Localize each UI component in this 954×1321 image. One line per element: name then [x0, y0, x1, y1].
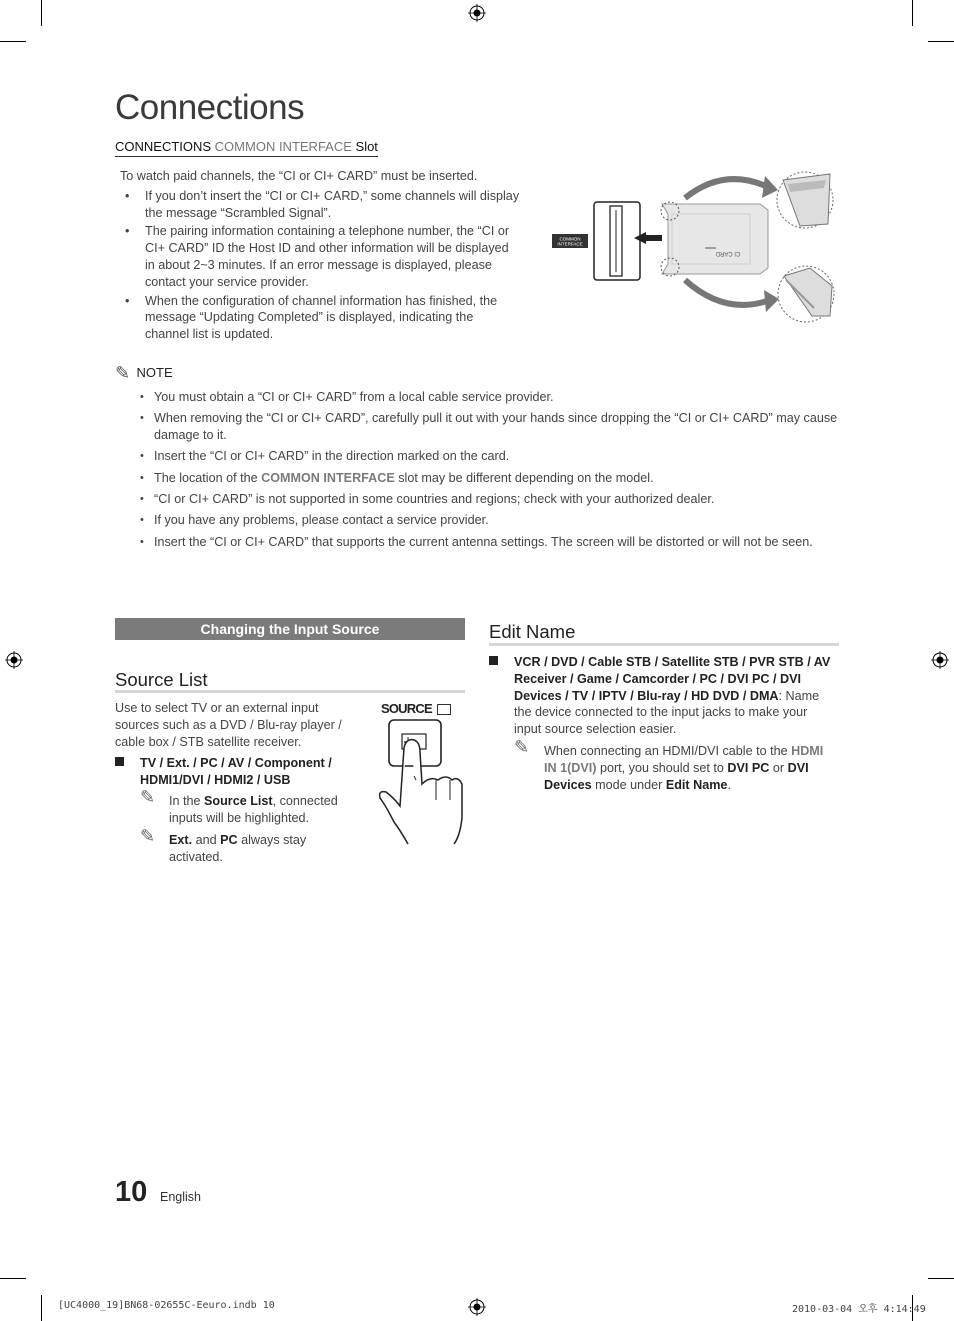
note-text: port, you should set to — [596, 760, 728, 775]
note-item-text: The location of the — [154, 470, 262, 485]
note-item-highlight: COMMON INTERFACE — [261, 470, 395, 485]
edit-name-item — [489, 654, 834, 738]
crop-mark — [0, 1278, 26, 1279]
crop-mark — [41, 0, 42, 26]
subhead-text: CONNECTIONS — [115, 139, 215, 154]
arrow-up-icon — [762, 176, 778, 198]
ci-card-illustration — [550, 168, 840, 326]
note-bold: Source List — [204, 794, 273, 808]
edit-name-heading: Edit Name — [489, 621, 576, 642]
subhead-text-end: Slot — [351, 139, 378, 154]
note-bold: PC — [220, 833, 238, 847]
pencil-note-icon: ✎ — [115, 363, 131, 383]
crop-mark — [928, 41, 954, 42]
note-text: or — [769, 760, 788, 775]
ci-intro-block — [120, 168, 520, 345]
note-item: • “CI or CI+ CARD” is not supported in some countries and regions; check with your authorized dealer. — [115, 491, 840, 508]
ci-bullet: • When the configuration of channel information has finished, the message “Updating Completed” is displayed, indicating the channel list is updated. — [115, 293, 520, 343]
print-footer-left: [UC4000_19]BN68-02655C-Eeuro.indb 10 — [58, 1300, 275, 1311]
note-item — [115, 470, 840, 487]
arrow-down-icon — [764, 290, 779, 312]
edit-name-note — [514, 737, 839, 793]
square-bullet-icon — [115, 757, 124, 766]
note-item: • When removing the “CI or CI+ CARD”, carefully pull it out with your hands since dropping the “CI or CI+ CARD” may cause damage to it. — [115, 410, 840, 444]
page-number: 10 — [115, 1176, 148, 1208]
pencil-note-icon: ✎ — [140, 787, 156, 807]
device-list-description: : Name the device connected to the input jacks to make your input source selection easier. — [514, 688, 820, 737]
common-interface-label: INTERFACE — [557, 241, 583, 247]
pencil-note-icon: ✎ — [140, 826, 156, 846]
note-list-block — [115, 389, 840, 555]
section-subheading — [115, 139, 378, 157]
note-text: always stay activated. — [169, 833, 307, 864]
note-item: • Insert the “CI or CI+ CARD” in the direction marked on the card. — [115, 448, 840, 465]
crop-mark — [41, 1295, 42, 1321]
pencil-note-icon: ✎ — [514, 737, 530, 757]
note-item: • You must obtain a “CI or CI+ CARD” from a local cable service provider. — [115, 389, 840, 406]
ci-card-label: CI CARD — [715, 250, 741, 256]
source-list-item — [115, 755, 355, 789]
square-bullet-icon — [489, 656, 498, 665]
crop-mark — [0, 41, 26, 42]
registration-mark-icon — [468, 4, 486, 22]
note-text: mode under — [591, 777, 666, 792]
heading-rule — [489, 643, 839, 646]
ci-bullet: • If you don’t insert the “CI or CI+ CARD,” some channels will display the message “Scrambled Signal”. — [115, 188, 520, 222]
note-text: When connecting an HDMI/DVI cable to the — [544, 744, 792, 758]
remote-hand-illustration — [378, 718, 468, 846]
subhead-highlight: COMMON INTERFACE — [214, 139, 352, 154]
device-list: VCR / DVD / Cable STB / Satellite STB / PVR STB / AV Receiver / Game / Camcorder / PC / DVI PC / DVI Devices / TV / IPTV / Blu-ray / HD DVD / DMA — [514, 655, 831, 703]
print-footer-right: 2010-03-04 오후 4:14:49 — [792, 1304, 926, 1315]
registration-mark-icon — [931, 651, 949, 669]
ci-intro: To watch paid channels, the “CI or CI+ CARD” must be inserted. — [120, 169, 478, 183]
note-bold: DVI Devices — [544, 760, 809, 792]
source-note-2 — [140, 826, 360, 866]
page-title: Connections — [115, 88, 305, 127]
section-bar-title: Changing the Input Source — [115, 618, 465, 640]
note-text: and — [192, 833, 221, 847]
source-note-1 — [140, 787, 360, 827]
note-item: • Insert the “CI or CI+ CARD” that supports the current antenna settings. The screen will be distorted or will not be seen. — [115, 534, 840, 551]
note-bold: DVI PC — [727, 760, 770, 775]
heading-rule — [115, 690, 465, 693]
ci-bullet: • The pairing information containing a telephone number, the “CI or CI+ CARD” ID the Host ID and other information will be displayed in about 2~3 minutes. If an error message is displayed, please contact your service provider. — [115, 223, 520, 290]
common-interface-label: COMMON — [559, 236, 581, 242]
registration-mark-icon — [468, 1298, 486, 1316]
note-text: . — [727, 777, 731, 792]
note-highlight: HDMI IN 1(DVI) — [544, 744, 824, 775]
source-button-label — [381, 701, 451, 716]
crop-mark — [912, 0, 913, 26]
source-label-text: SOURCE — [381, 701, 432, 716]
note-label: NOTE — [136, 365, 173, 380]
source-list-intro: Use to select TV or an external input sources such as a DVD / Blu-ray player / cable box / STB satellite receiver. — [115, 701, 342, 749]
page-language: English — [160, 1190, 201, 1204]
note-item: • If you have any problems, please contact a service provider. — [115, 512, 840, 529]
note-item-text-end: slot may be different depending on the model. — [394, 470, 654, 485]
note-heading — [115, 363, 171, 384]
registration-mark-icon — [5, 651, 23, 669]
note-bold: Ext. — [169, 833, 193, 847]
source-list-values: TV / Ext. / PC / AV / Component / HDMI1/DVI / HDMI2 / USB — [140, 756, 332, 787]
source-list-heading: Source List — [115, 669, 208, 690]
source-menu-icon — [437, 704, 451, 715]
note-bold: Edit Name — [665, 777, 728, 792]
crop-mark — [928, 1278, 954, 1279]
note-text: In the — [169, 794, 205, 808]
note-text: , connected inputs will be highlighted. — [169, 794, 338, 825]
